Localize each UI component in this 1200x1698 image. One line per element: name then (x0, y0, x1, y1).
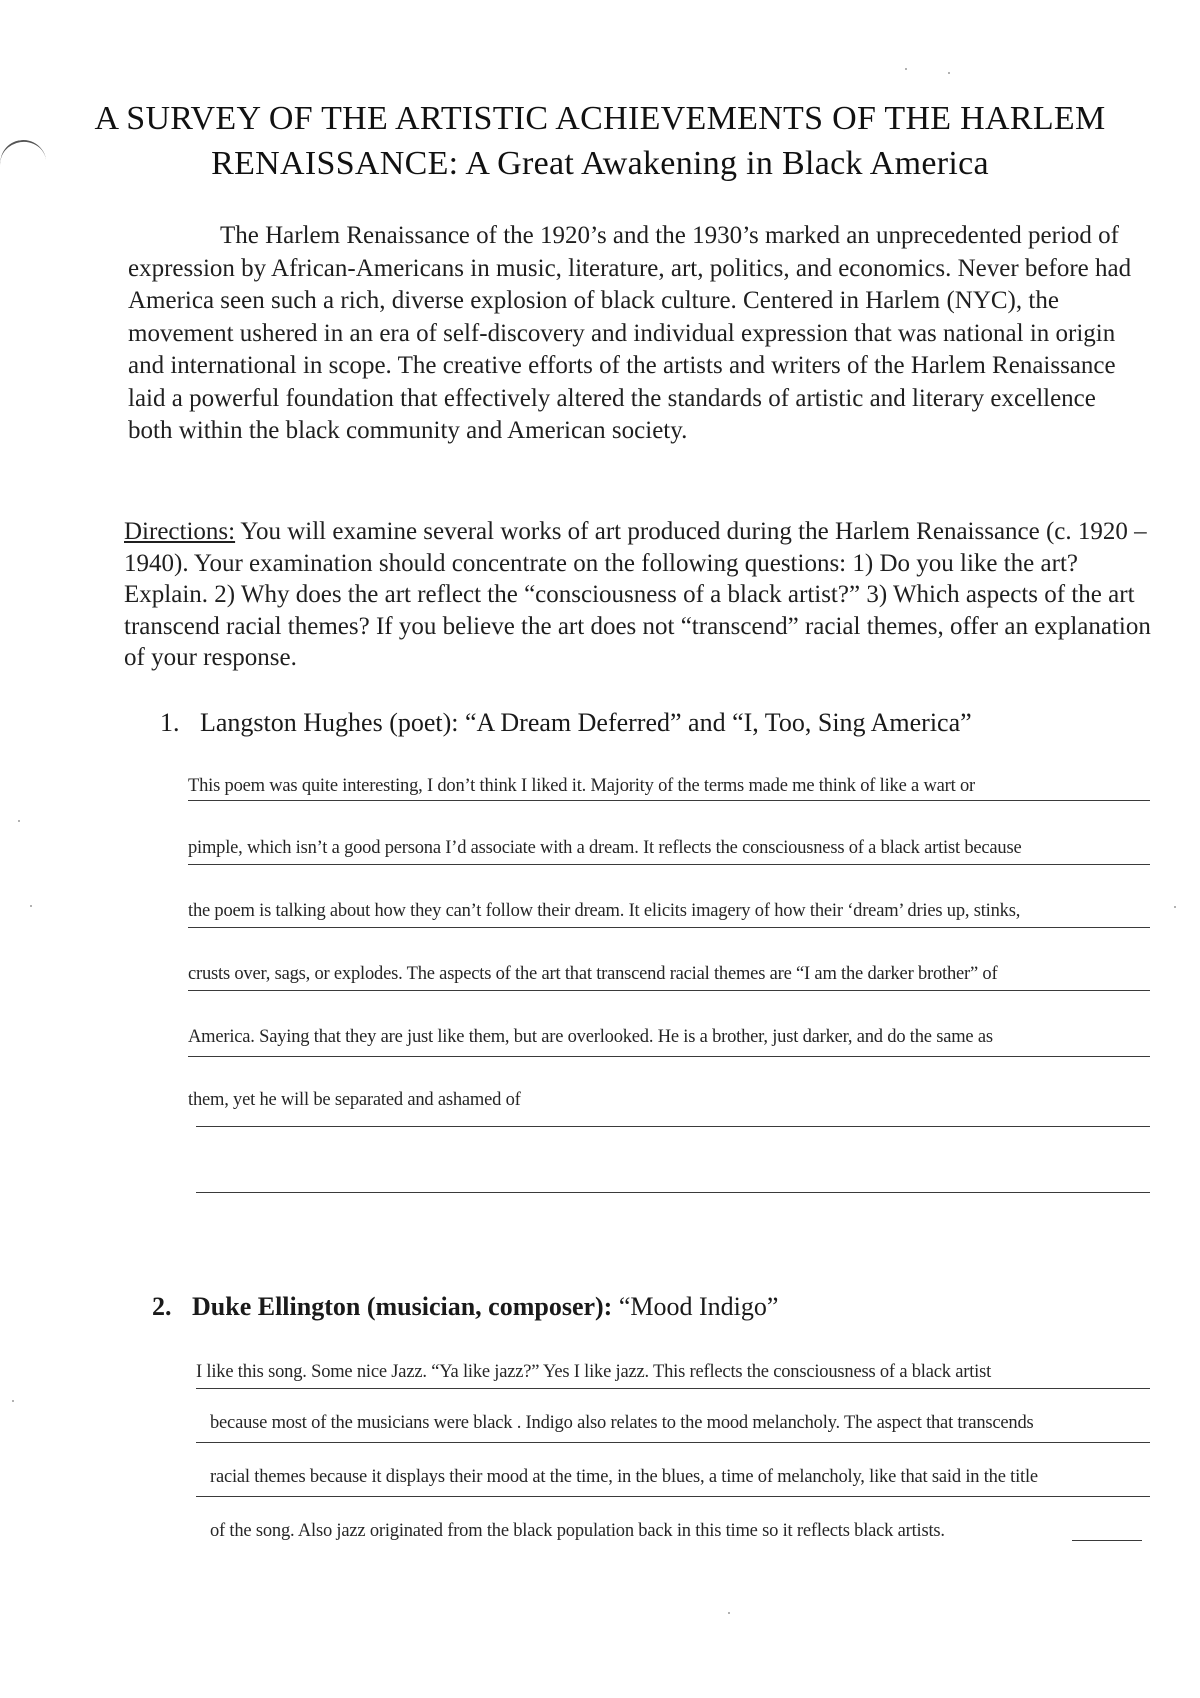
question-2-number: 2. (152, 1292, 172, 1321)
scan-speck (30, 905, 32, 907)
intro-paragraph: The Harlem Renaissance of the 1920’s and the 1930’s marked an unprecedented period of expression by African-Americans in music, literature, art, politics, and economics. Never before had America seen such a rich, diverse explosion of black culture. Centered in Harlem (NYC), the movement ushered in an era of self-discovery and individual expression that was national in origin and international in scope. The creative efforts of the artists and writers of the Harlem Renaissance laid a powerful foundation that effectively altered the standards of artistic and literary excellence both within the black community and American society. (128, 222, 1132, 444)
question-1 (160, 708, 972, 738)
scan-speck (1174, 906, 1176, 908)
answer-2-line-3: racial themes because it displays their mood at the time, in the blues, a time of melancholy, like that said in the title (210, 1467, 1038, 1487)
answer-1-rule-6 (196, 1126, 1150, 1127)
question-2-text-bold: Duke Ellington (musician, composer): (192, 1292, 619, 1321)
answer-2-rule-3 (196, 1496, 1150, 1497)
answer-1-rule-2 (188, 864, 1150, 865)
answer-2-line-4: of the song. Also jazz originated from the black population back in this time so it reflects black artists. (210, 1521, 945, 1541)
answer-2-rule-4 (1072, 1540, 1142, 1541)
answer-1-rule-3 (188, 927, 1150, 928)
directions-text: You will examine several works of art produced during the Harlem Renaissance (c. 1920 – 1940). Your examination should concentrate on the following questions: 1) Do you like the art? Explain. 2) Why does the art reflect the “consciousness of a black artist?” 3) Which aspects of the art transcend racial themes? If you believe the art does not “transcend” racial themes, offer an explanation of your response. (124, 518, 1151, 671)
question-2-text-normal: “Mood Indigo” (618, 1292, 779, 1321)
scan-speck (905, 68, 907, 70)
answer-1-line-4: crusts over, sags, or explodes. The aspects of the art that transcend racial themes are “I am the darker brother” of (188, 964, 998, 984)
answer-1-rule-4 (188, 990, 1150, 991)
answer-1-line-2: pimple, which isn’t a good persona I’d associate with a dream. It reflects the consciousness of a black artist because (188, 838, 1022, 858)
page-title-line-2: RENAISSANCE: A Great Awakening in Black America (211, 145, 989, 182)
directions-paragraph (124, 516, 1154, 674)
answer-2-line-2: because most of the musicians were black . Indigo also relates to the mood melancholy. The aspect that transcends (210, 1413, 1034, 1433)
answer-1-line-5: America. Saying that they are just like them, but are overlooked. He is a brother, just darker, and do the same as (188, 1027, 993, 1047)
page-title-line-1: A SURVEY OF THE ARTISTIC ACHIEVEMENTS OF THE HARLEM (94, 100, 1106, 137)
scan-speck (948, 72, 950, 74)
answer-1-line-1: This poem was quite interesting, I don’t think I liked it. Majority of the terms made me think of like a wart or (188, 776, 975, 796)
scan-speck (12, 1400, 14, 1402)
scan-speck (18, 820, 20, 822)
answer-2-line-1: I like this song. Some nice Jazz. “Ya like jazz?” Yes I like jazz. This reflects the consciousness of a black artist (196, 1362, 992, 1382)
answer-1-line-6: them, yet he will be separated and ashamed of (188, 1090, 521, 1110)
answer-1-rule-5 (188, 1056, 1150, 1057)
question-2 (152, 1292, 778, 1322)
question-1-number: 1. (160, 708, 180, 737)
answer-1-line-3: the poem is talking about how they can’t follow their dream. It elicits imagery of how their ‘dream’ dries up, stinks, (188, 901, 1021, 921)
question-1-text: Langston Hughes (poet): “A Dream Deferred” and “I, Too, Sing America” (200, 708, 972, 737)
answer-2-rule-1 (196, 1388, 1150, 1389)
answer-1-rule-7 (196, 1192, 1150, 1193)
answer-1-rule-1 (188, 800, 1150, 801)
directions-label: Directions: (124, 518, 236, 545)
scan-speck (728, 1612, 730, 1614)
answer-2-rule-2 (196, 1442, 1150, 1443)
